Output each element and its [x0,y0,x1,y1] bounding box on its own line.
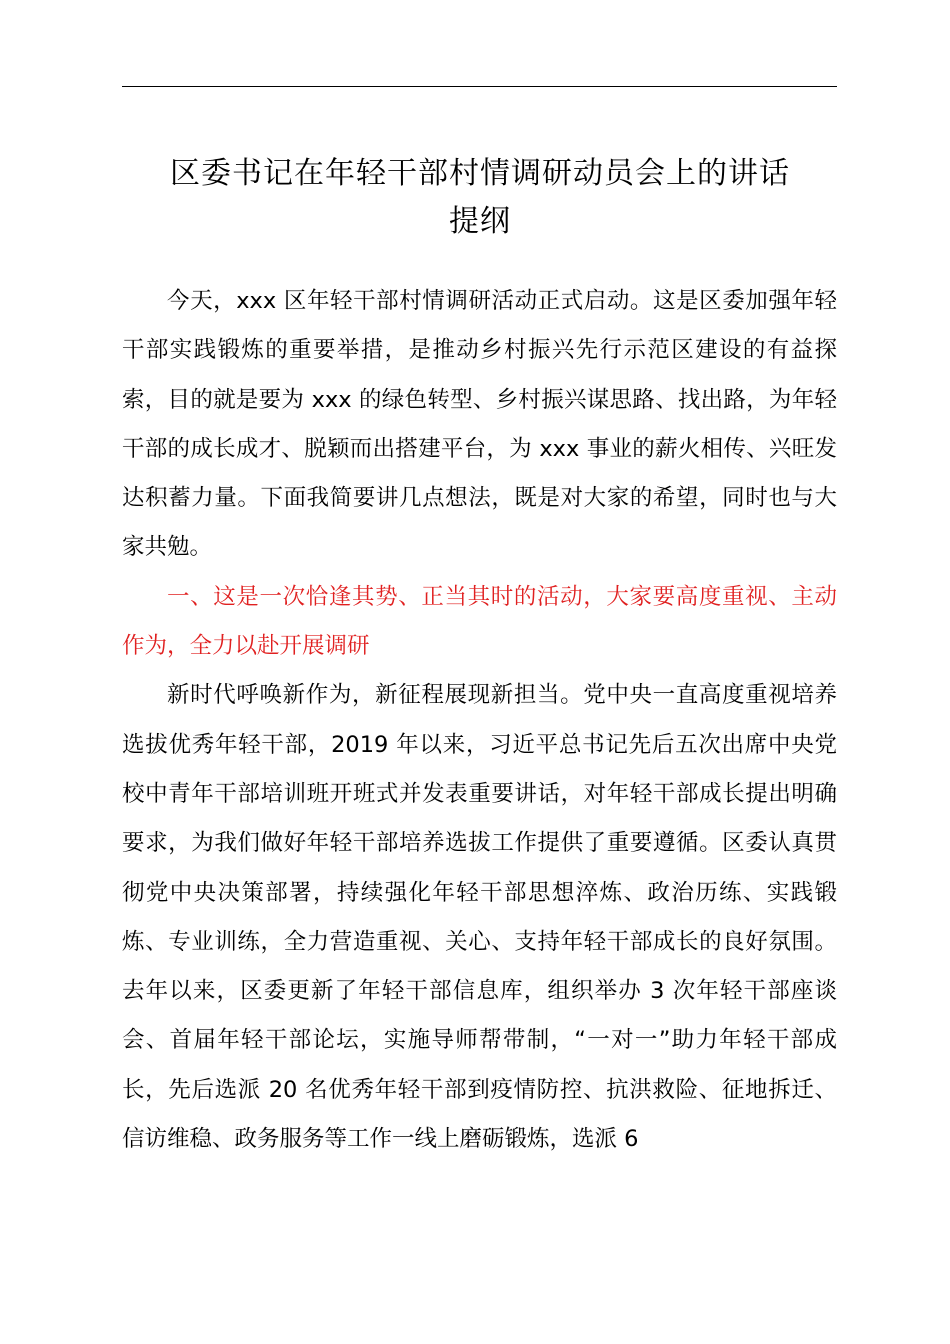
title-line-1: 区委书记在年轻干部村情调研动员会上的讲话 [170,156,790,191]
document-title [110,150,850,246]
paragraph-intro: 今天，xxx 区年轻干部村情调研活动正式启动。这是区委加强年轻干部实践锻炼的重要举措，是推动乡村振兴先行示范区建设的有益探索，目的就是要为 xxx 的绿色转型、乡村振兴谋思路、找出路，为年轻干部的成长成才、脱颖而出搭建平台，为 xxx 事业的薪火相传、兴旺发达积蓄力量。下面我简要讲几点想法，既是对大家的希望，同时也与大家共勉。 [122,288,837,561]
paragraph-section-1: 新时代呼唤新作为，新征程展现新担当。党中央一直高度重视培养选拔优秀年轻干部，2019 年以来，习近平总书记先后五次出席中央党校中青年干部培训班开班式并发表重要讲话，对年轻干部成长提出明确要求，为我们做好年轻干部培养选拔工作提供了重要遵循。区委认真贯彻党中央决策部署，持续强化年轻干部思想淬炼、政治历练、实践锻炼、专业训练，全力营造重视、关心、支持年轻干部成长的良好氛围。去年以来，区委更新了年轻干部信息库，组织举办 3 次年轻干部座谈会、首届年轻干部论坛，实施导师帮带制，“一对一”助力年轻干部成长，先后选派 20 名优秀年轻干部到疫情防控、抗洪救险、征地拆迁、信访维稳、政务服务等工作一线上磨砺锻炼，选派 6 [122,682,837,1153]
title-line-2: 提纲 [449,204,511,239]
document-body [122,277,837,1164]
header-rule [122,86,837,87]
section-heading-1: 一、这是一次恰逢其势、正当其时的活动，大家要高度重视、主动作为，全力以赴开展调研 [122,583,837,660]
